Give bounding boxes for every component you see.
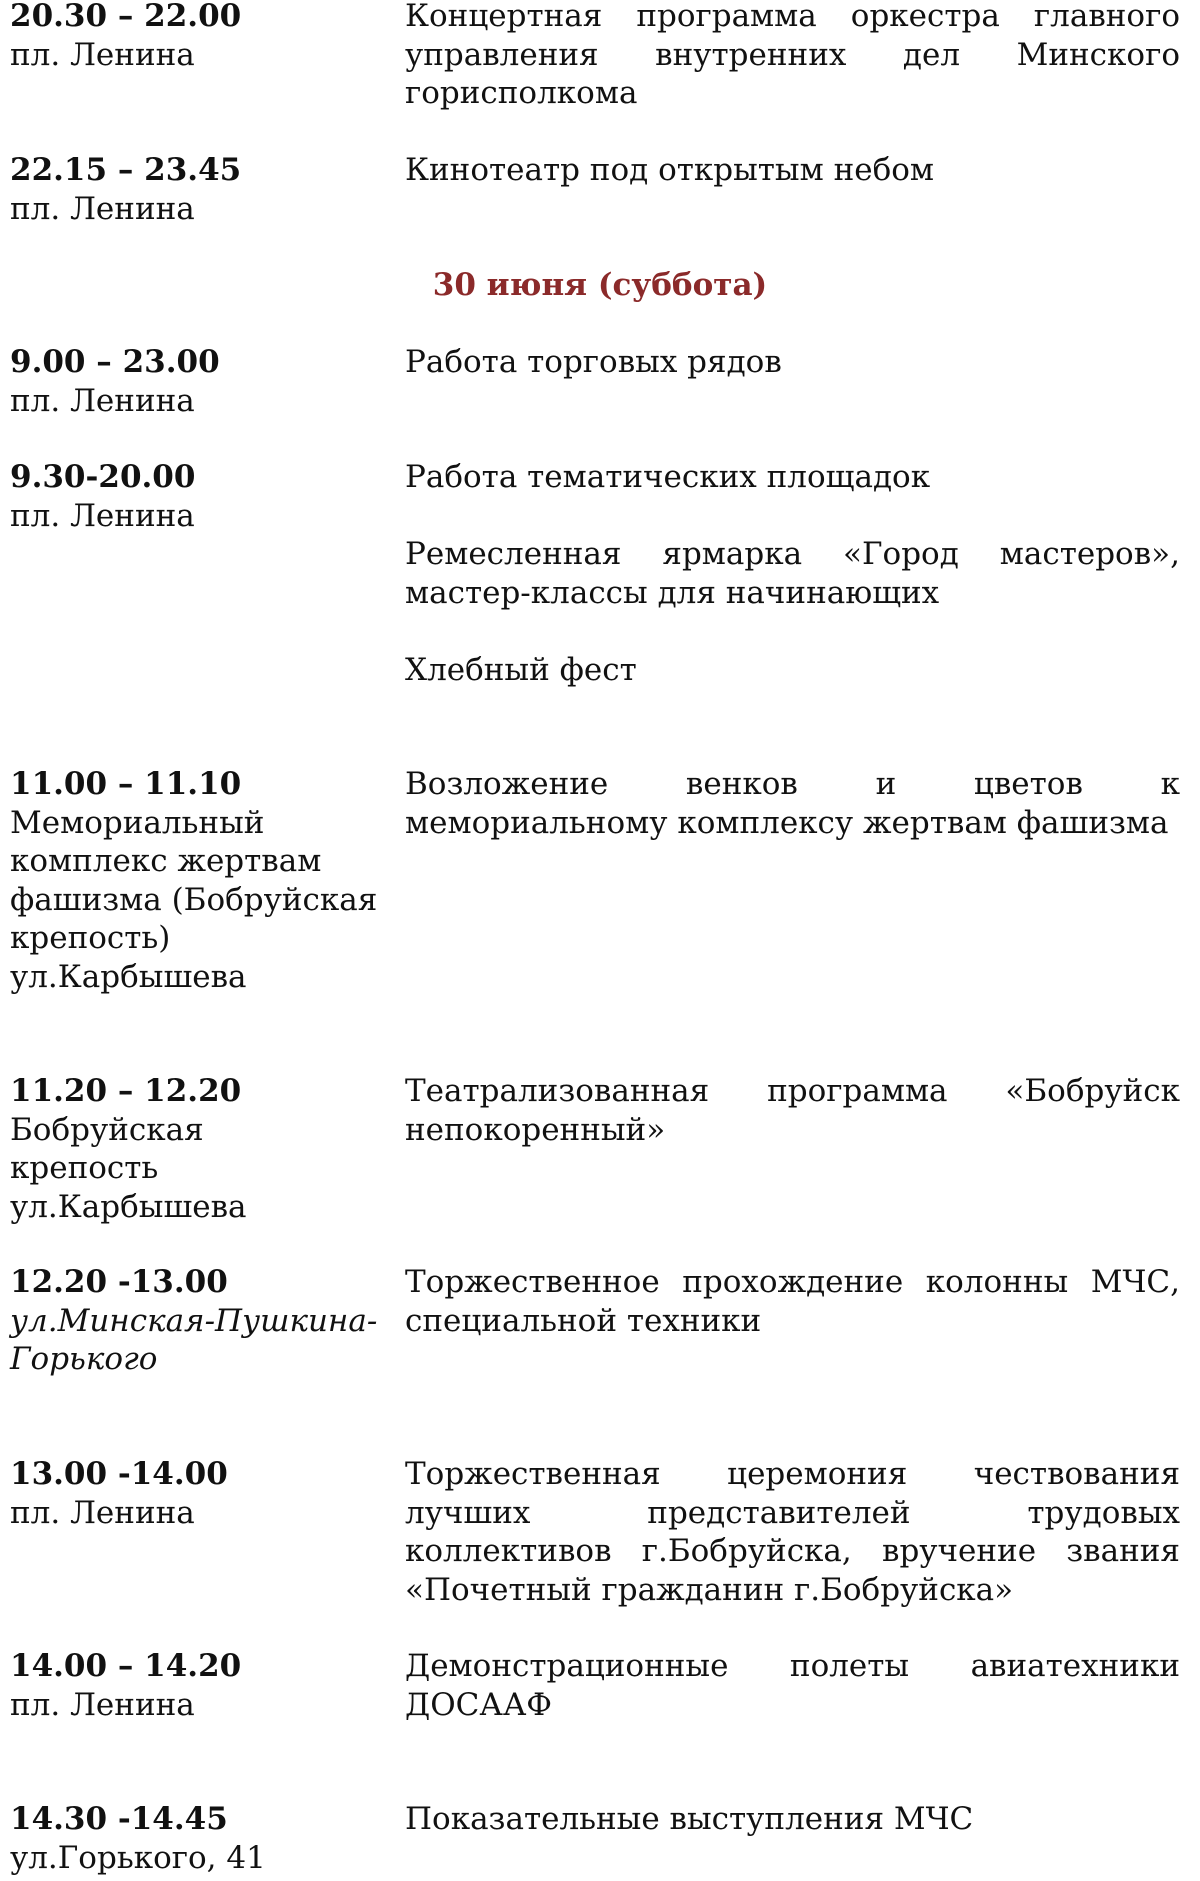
event-description: Работа тематических площадок [405, 459, 931, 495]
event-description: Концертная программа оркестра главного управления внутренних дел Минского горисполкома [405, 0, 1180, 111]
description-cell [405, 1263, 1180, 1340]
description-cell [405, 1800, 1180, 1839]
time-place-cell [10, 765, 385, 996]
time-place-cell [10, 0, 400, 74]
description-cell [405, 765, 1180, 842]
event-place: Бобруйская крепость ул.Карбышева [10, 1111, 247, 1225]
time-place-cell [10, 343, 400, 420]
event-description: Театрализованная программа «Бобруйск непокоренный» [405, 1073, 1180, 1148]
time-place-cell [10, 1072, 320, 1226]
event-time: 13.00 -14.00 [10, 1456, 228, 1492]
time-place-cell [10, 1455, 400, 1532]
event-time: 14.00 – 14.20 [10, 1648, 242, 1684]
description-cell [405, 1072, 1180, 1149]
event-place: пл. Ленина [10, 1494, 195, 1531]
event-time: 12.20 -13.00 [10, 1264, 228, 1300]
event-description: Хлебный фест [405, 651, 637, 688]
day-heading [0, 266, 1200, 305]
time-place-cell [10, 151, 400, 228]
event-description: Кинотеатр под открытым небом [405, 152, 935, 188]
event-time: 20.30 – 22.00 [10, 0, 242, 34]
event-time: 22.15 – 23.45 [10, 152, 242, 188]
event-time: 9.30-20.00 [10, 459, 196, 495]
description-cell [405, 151, 1180, 190]
time-place-cell [10, 458, 400, 535]
time-place-cell [10, 1647, 400, 1724]
description-cell [405, 458, 1180, 689]
time-place-cell [10, 1800, 400, 1877]
event-description: Ремесленная ярмарка «Город мастеров», мастер-классы для начинающих [405, 536, 1180, 611]
event-description: Возложение венков и цветов к мемориальному комплексу жертвам фашизма [405, 766, 1180, 841]
description-cell [405, 1455, 1180, 1609]
event-description: Работа торговых рядов [405, 344, 782, 380]
description-cell [405, 1647, 1180, 1724]
event-place: пл. Ленина [10, 36, 195, 73]
event-place: ул.Горького, 41 [10, 1839, 266, 1876]
description-cell [405, 0, 1180, 113]
event-place: пл. Ленина [10, 382, 195, 419]
event-place: пл. Ленина [10, 1686, 195, 1723]
event-time: 9.00 – 23.00 [10, 344, 220, 380]
event-description: Демонстрационные полеты авиатехники ДОСААФ [405, 1648, 1180, 1723]
event-time: 11.20 – 12.20 [10, 1073, 242, 1109]
event-description: Торжественная церемония чествования лучших представителей трудовых коллективов г.Бобруйска, вручение звания «Почетный гражданин г.Бобруйска» [405, 1456, 1180, 1608]
time-place-cell [10, 1263, 385, 1379]
event-time: 11.00 – 11.10 [10, 766, 242, 802]
event-description: Торжественное прохождение колонны МЧС, специальной техники [405, 1264, 1180, 1339]
event-place: пл. Ленина [10, 497, 195, 534]
day-heading-text: 30 июня (суббота) [432, 267, 768, 303]
event-place: пл. Ленина [10, 190, 195, 227]
event-place: Мемориальный комплекс жертвам фашизма (Бобруйская крепость) ул.Карбышева [10, 804, 378, 995]
description-cell [405, 343, 1180, 382]
event-place: ул.Минская-Пушкина-Горького [10, 1302, 378, 1377]
event-time: 14.30 -14.45 [10, 1801, 228, 1837]
event-description: Показательные выступления МЧС [405, 1801, 974, 1837]
